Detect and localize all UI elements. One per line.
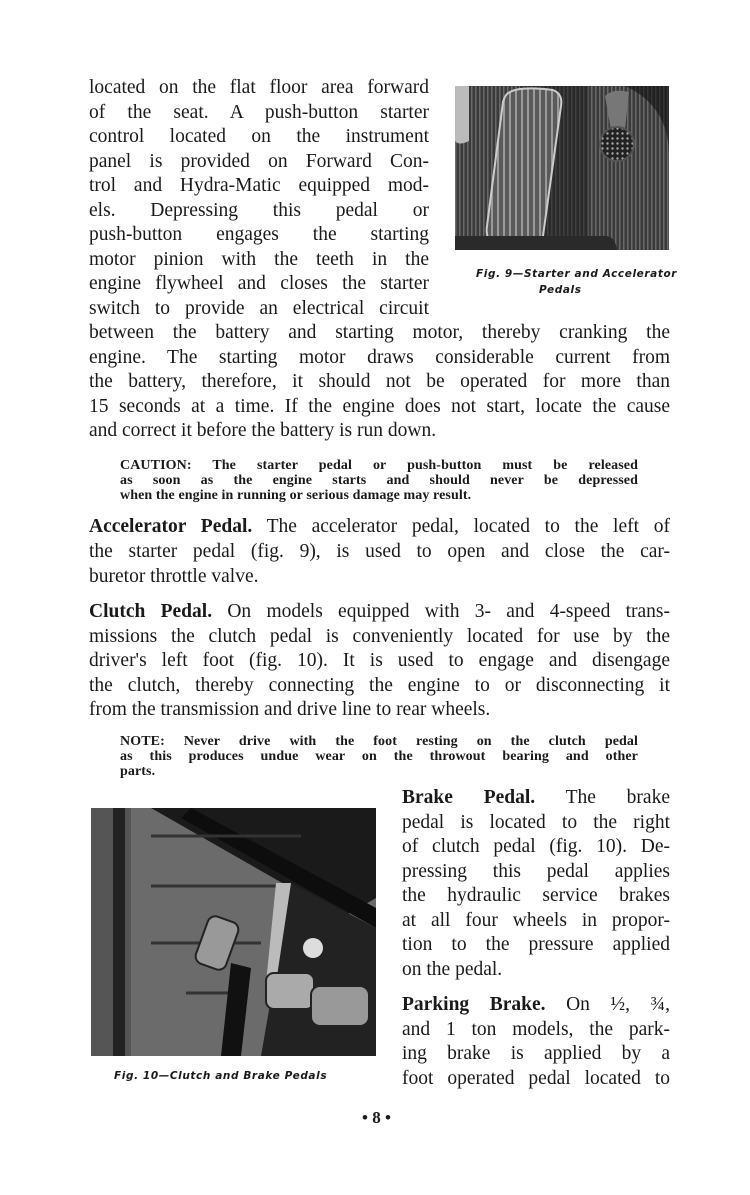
section-heading: Parking Brake.: [402, 994, 546, 1015]
figure-10-caption: Fig. 10—Clutch and Brake Pedals: [114, 1070, 328, 1082]
text-line: control located on the instrument: [89, 126, 429, 147]
text-run: The accelerator pedal, located to the left of: [252, 516, 670, 537]
text-line: between the battery and starting motor, thereby cranking the: [89, 322, 670, 343]
text-line: switch to provide an electrical circuit: [89, 297, 429, 319]
note-line: parts.: [120, 764, 156, 779]
text-line: missions the clutch pedal is conveniently located for use by the: [89, 625, 670, 647]
text-line: motor pinion with the teeth in the: [89, 248, 429, 270]
text-line: the starter pedal (fig. 9), is used to open and close the car-: [89, 541, 670, 562]
text-line: [89, 515, 670, 540]
text-line: foot operated pedal located to: [402, 1067, 670, 1089]
text-line: driver's left foot (fig. 10). It is used to engage and disengage: [89, 650, 670, 671]
text-line: push-button engages the starting: [89, 224, 429, 245]
text-line: pressing this pedal applies: [402, 860, 670, 882]
figure-9-caption-line1: Fig. 9—Starter and Accelerator: [476, 268, 678, 280]
text-line: [402, 786, 670, 811]
text-line: ing brake is applied by a: [402, 1043, 670, 1064]
text-line: engine flywheel and closes the starter: [89, 273, 429, 294]
caution-line: as soon as the engine starts and should never be depressed: [120, 473, 638, 488]
figure-10-photo: [91, 808, 376, 1056]
text-line: of the seat. A push-button starter: [89, 101, 429, 123]
text-line: tion to the pressure applied: [402, 934, 670, 955]
note-line: NOTE: Never drive with the foot resting on the clutch pedal: [120, 734, 638, 749]
text-line: at all four wheels in propor-: [402, 909, 670, 931]
text-line: the battery, therefore, it should not be operated for more than: [89, 371, 670, 392]
section-heading: Clutch Pedal.: [89, 601, 213, 622]
text-line: of clutch pedal (fig. 10). De-: [402, 836, 670, 857]
section-heading: Brake Pedal.: [402, 787, 536, 808]
text-line: trol and Hydra-Matic equipped mod-: [89, 175, 429, 196]
text-line: pedal is located to the right: [402, 811, 670, 833]
text-run: On models equipped with 3- and 4-speed trans-: [212, 601, 671, 622]
figure-9-photo: [455, 86, 669, 250]
page-number: • 8 •: [362, 1108, 391, 1127]
text-line: buretor throttle valve.: [89, 565, 259, 587]
text-line: and 1 ton models, the park-: [402, 1018, 670, 1040]
text-line: [89, 600, 670, 625]
text-line: panel is provided on Forward Con-: [89, 150, 429, 172]
figure-9-caption-line2: Pedals: [539, 284, 582, 296]
text-line: the hydraulic service brakes: [402, 885, 670, 906]
starter-accelerator-pedals-illustration: [455, 86, 669, 250]
note-line: as this produces undue wear on the throwout bearing and other: [120, 749, 638, 764]
caution-line: when the engine in running or serious damage may result.: [120, 488, 472, 503]
text-line: 15 seconds at a time. If the engine does not start, locate the cause: [89, 395, 670, 417]
clutch-brake-pedals-illustration: [91, 808, 376, 1056]
text-line: engine. The starting motor draws considerable current from: [89, 346, 670, 368]
text-line: els. Depressing this pedal or: [89, 199, 429, 221]
caution-line: CAUTION: The starter pedal or push-button must be released: [120, 458, 638, 473]
text-line: [402, 993, 670, 1018]
text-line: from the transmission and drive line to rear wheels.: [89, 699, 491, 720]
text-line: located on the flat floor area forward: [89, 77, 429, 98]
text-line: and correct it before the battery is run down.: [89, 420, 437, 441]
text-run: The brake: [535, 787, 670, 808]
section-heading: Accelerator Pedal.: [89, 516, 253, 537]
text-line: the clutch, thereby connecting the engine to or disconnecting it: [89, 674, 670, 696]
text-line: on the pedal.: [402, 958, 503, 980]
text-run: On ½, ¾,: [545, 994, 670, 1015]
